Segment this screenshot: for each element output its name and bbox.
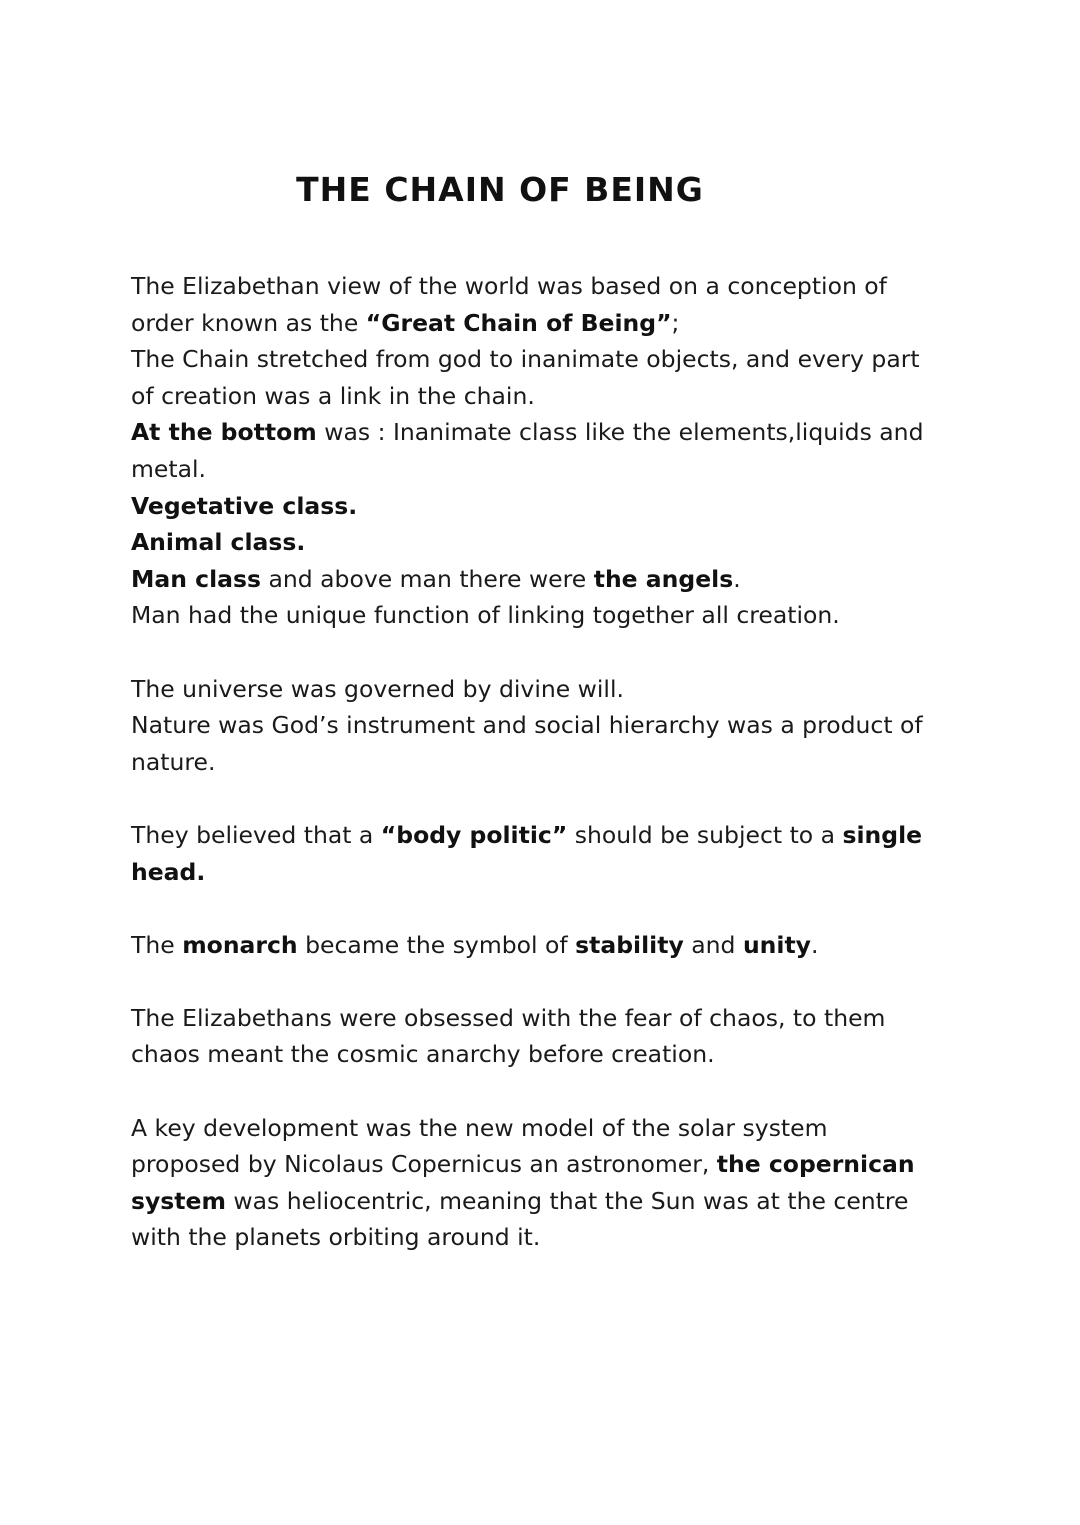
bold-text: “Great Chain of Being”	[365, 308, 672, 337]
text-segment: became the symbol of	[297, 930, 576, 959]
text-line	[131, 671, 951, 708]
text-segment: was heliocentric, meaning that the Sun was at the centre	[225, 1186, 909, 1215]
text-segment: .	[811, 930, 819, 959]
text-segment: They believed that a	[131, 820, 381, 849]
text-segment: The Elizabethan view of the world was based on a conception of	[131, 272, 887, 300]
bold-text: single	[842, 820, 923, 849]
text-segment: .	[733, 564, 741, 593]
text-segment: with the planets orbiting around it.	[131, 1223, 541, 1252]
bold-text: the copernican	[716, 1150, 915, 1179]
bold-text: At the bottom	[131, 418, 317, 447]
paragraph-gap	[131, 634, 951, 671]
page-title: THE CHAIN OF BEING	[296, 170, 704, 209]
text-segment: ;	[671, 308, 680, 337]
bold-text: system	[131, 1186, 226, 1215]
text-segment: and above man there were	[260, 564, 594, 593]
bold-text: stability	[575, 930, 684, 959]
text-line	[131, 707, 951, 744]
bold-text: the angels	[593, 564, 734, 593]
text-segment: The universe was governed by divine will.	[131, 674, 624, 703]
text-segment: metal.	[131, 454, 206, 483]
text-segment: and	[683, 930, 743, 959]
bold-text: Vegetative class.	[131, 491, 358, 520]
text-line	[131, 1219, 951, 1256]
text-line	[131, 927, 951, 964]
text-line	[131, 1036, 951, 1073]
text-line	[131, 1146, 951, 1183]
text-line	[131, 414, 951, 451]
text-segment: A key development was the new model of the solar system	[131, 1113, 828, 1142]
paragraph-gap	[131, 890, 951, 927]
text-segment: was : Inanimate class like the elements,liquids and	[316, 418, 924, 447]
text-segment: should be subject to a	[567, 820, 843, 849]
text-segment: Nature was God’s instrument and social hierarchy was a product of	[131, 711, 923, 740]
text-line	[131, 378, 951, 415]
text-segment: of creation was a link in the chain.	[131, 381, 535, 410]
text-segment: nature.	[131, 747, 216, 776]
document-body	[131, 268, 951, 1256]
paragraph-gap	[131, 963, 951, 1000]
text-segment: chaos meant the cosmic anarchy before creation.	[131, 1040, 715, 1069]
bold-text: Animal class.	[131, 528, 306, 557]
text-segment: The Chain stretched from god to inanimate objects, and every part	[131, 345, 920, 374]
text-line	[131, 561, 951, 598]
text-segment: Man had the unique function of linking together all creation.	[131, 601, 840, 630]
text-line	[131, 744, 951, 781]
bold-text: monarch	[182, 930, 298, 959]
bold-text: head.	[131, 857, 206, 886]
text-line	[131, 488, 951, 525]
text-line	[131, 1183, 951, 1220]
text-line	[131, 268, 951, 305]
text-line	[131, 597, 951, 634]
text-line	[131, 854, 951, 891]
text-line	[131, 817, 951, 854]
text-segment: The	[131, 930, 183, 959]
text-line	[131, 1000, 951, 1037]
paragraph-gap	[131, 780, 951, 817]
text-segment: proposed by Nicolaus Copernicus an astronomer,	[131, 1150, 717, 1179]
text-line	[131, 341, 951, 378]
bold-text: “body politic”	[380, 820, 568, 849]
text-line	[131, 1110, 951, 1147]
text-line	[131, 524, 951, 561]
bold-text: unity	[742, 930, 812, 959]
text-segment: The Elizabethans were obsessed with the fear of chaos, to them	[131, 1003, 886, 1032]
text-segment: order known as the	[131, 308, 366, 337]
bold-text: Man class	[131, 564, 261, 593]
text-line	[131, 305, 951, 342]
paragraph-gap	[131, 1073, 951, 1110]
text-line	[131, 451, 951, 488]
